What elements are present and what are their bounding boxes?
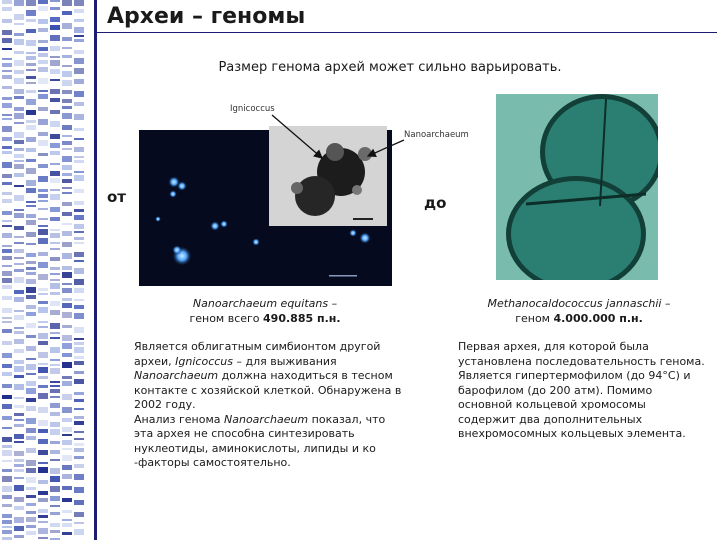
left-text-part: должна находиться в тесном контакте с хозяйской клеткой. Обнаружена в 2002 году. (134, 369, 402, 411)
left-genome-size: 490.885 п.н. (263, 312, 341, 325)
right-caption (468, 296, 690, 326)
right-genome-size: 4.000.000 п.н. (553, 312, 643, 325)
left-text-italic: Nanoarchaeum (224, 412, 309, 426)
left-text-part: Анализ генома (134, 412, 224, 426)
left-description (134, 340, 402, 471)
to-label: до (424, 194, 447, 212)
from-label: от (107, 188, 126, 206)
page-subtitle: Размер генома архей может сильно варьировать. (218, 60, 562, 75)
right-species-name: Methanocaldococcus jannaschii – (487, 297, 671, 310)
left-text-italic: Ignicoccus (175, 354, 233, 368)
left-text-part: – для выживания (233, 354, 337, 368)
page-title: Археи – геномы (107, 4, 306, 29)
left-caption (150, 296, 380, 326)
left-species-name: Nanoarchaeum equitans – (192, 297, 338, 310)
left-text-part: показал, что эта архея не способна синтезировать нуклеотиды, аминокислоты, липиды и ко -факторы самостоятельно. (134, 412, 386, 469)
left-text-part: Является облигатным симбионтом другой археи, (134, 340, 381, 368)
ignicoccus-label: Ignicoccus (230, 104, 275, 114)
nanoarchaeum-label: Nanoarchaeum (404, 130, 469, 140)
right-genome-prefix: геном (515, 312, 554, 325)
ignicoccus-arrow (272, 115, 322, 158)
left-text-italic: Nanoarchaeum (134, 369, 219, 382)
right-description: Первая архея, для которой была установлена последовательность генома. Является гипертермофилом (до 94°С) и барофилом (до 200 атм). Помимо основной кольцевой хромосомы содержит два дополнительных внехромосомных кольцевых элемента. (458, 340, 705, 440)
left-genome-prefix: геном всего (189, 312, 264, 325)
nanoarchaeum-arrow (368, 140, 404, 156)
